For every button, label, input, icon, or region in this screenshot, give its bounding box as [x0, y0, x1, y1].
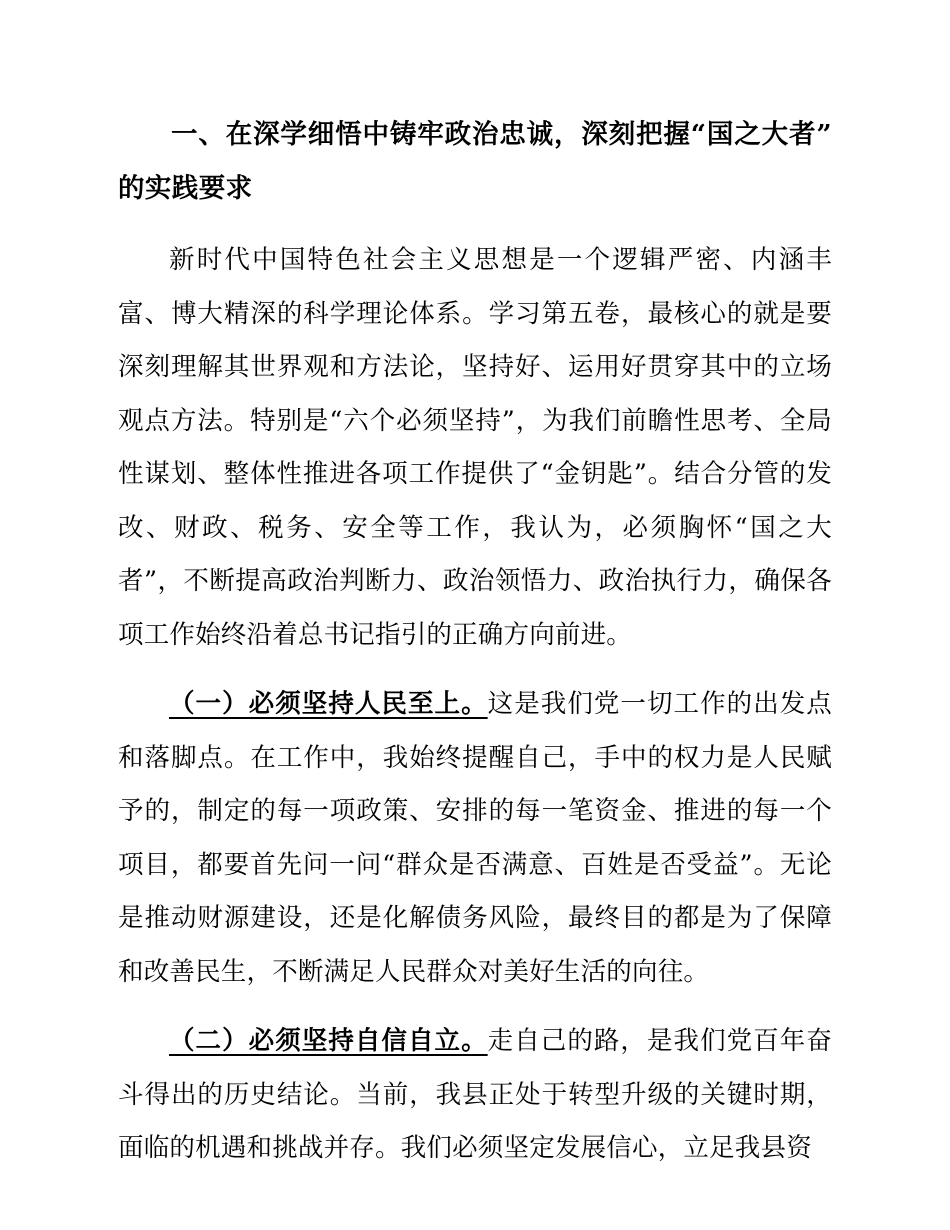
- paragraph-3: [118, 1015, 832, 1176]
- paragraph-1: 新时代中国特色社会主义思想是一个逻辑严密、内涵丰富、博大精深的科学理论体系。学习第五卷，最核心的就是要深刻理解其世界观和方法论，坚持好、运用好贯穿其中的立场观点方法。特别是“六个必须坚持”，为我们前瞻性思考、全局性谋划、整体性推进各项工作提供了“金钥匙”。结合分管的发改、财政、税务、安全等工作，我认为，必须胸怀“国之大者”，不断提高政治判断力、政治领悟力、政治执行力，确保各项工作始终沿着总书记指引的正确方向前进。: [118, 245, 832, 650]
- paragraph-3-text: 走自己的路，是我们党百年奋斗得出的历史结论。当前，我县正处于转型升级的关键时期，面临的机遇和挑战并存。我们必须坚定发展信心，立足我县资: [118, 1026, 832, 1163]
- paragraph-2-text: 这是我们党一切工作的出发点和落脚点。在工作中，我始终提醒自己，手中的权力是人民赋予的，制定的每一项政策、安排的每一笔资金、推进的每一个项目，都要首先问一问“群众是否满意、百姓是否受益”。无论是推动财源建设，还是化解债务风险，最终目的都是为了保障和改善民生，不断满足人民群众对美好生活的向往。: [118, 689, 832, 987]
- section-heading: 一、在深学细悟中铸牢政治忠诚，深刻把握“国之大者”的实践要求: [118, 119, 832, 204]
- paragraph-2-lead: （一）必须坚持人民至上。: [169, 689, 488, 719]
- document-body: [118, 108, 832, 1176]
- paragraph-2: [118, 678, 832, 999]
- paragraph-3-lead: （二）必须坚持自信自立。: [169, 1026, 488, 1056]
